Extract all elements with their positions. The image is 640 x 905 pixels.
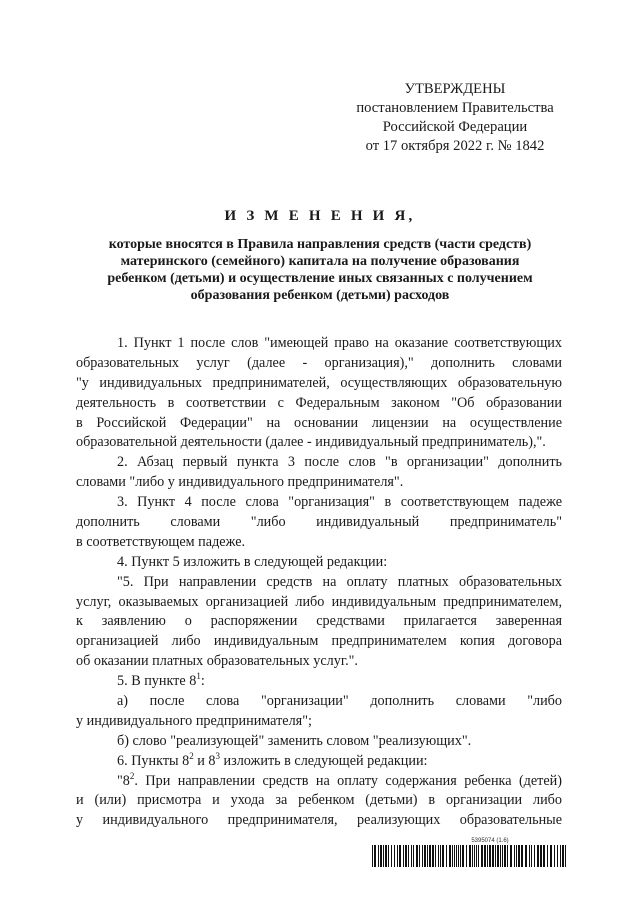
barcode-bar [469, 845, 471, 867]
barcode-bar [422, 845, 423, 867]
item-3-line: 3. Пункт 4 после слова "организация" в соответствующем падеже [117, 494, 562, 511]
approval-line: Российской Федерации [382, 119, 528, 135]
item-5-text: 5. В пункте 8 [117, 673, 197, 690]
approval-block [340, 80, 570, 156]
item-6-line [76, 752, 562, 772]
document-body [76, 334, 562, 831]
barcode-bar [432, 845, 434, 867]
barcode-bar [429, 845, 431, 867]
barcode-bar [500, 845, 501, 867]
barcode-bar [497, 845, 499, 867]
item-6-text: изложить в следующей редакции: [219, 752, 428, 769]
barcode-bar [449, 845, 451, 867]
item-4-quote-line: к заявлению о распоряжении средствами прилагается заверенная [76, 613, 562, 630]
document-subtitle [60, 236, 580, 304]
item-1-line: деятельность в соответствии с Федеральным законом "Об образовании [76, 394, 562, 411]
barcode-bar [374, 845, 376, 867]
approval-heading: УТВЕРЖДЕНЫ [404, 81, 506, 97]
barcode-bar [529, 845, 530, 867]
item-6-quote-line [76, 772, 562, 792]
barcode-bar [495, 845, 496, 867]
item-3-line: дополнить словами "либо индивидуальный предприниматель" [76, 514, 562, 531]
item-5b-line: б) слово "реализующей" заменить словом "реализующих". [117, 732, 472, 749]
barcode-bar [380, 845, 382, 867]
barcode-bar [413, 845, 414, 867]
barcode-bar [521, 845, 523, 867]
barcode-bar [531, 845, 532, 867]
barcode-bar [385, 845, 387, 867]
barcode-bar [378, 845, 379, 867]
barcode-bar [427, 845, 428, 867]
approval-date: от 17 октября 2022 г. № 1842 [365, 138, 545, 154]
barcode-bar [388, 845, 389, 867]
item-1-line: в Российской Федерации" на основании лицензии на осуществление [76, 414, 562, 431]
barcode-bar [550, 845, 552, 867]
barcode-bar [560, 845, 561, 867]
barcode-bar [454, 845, 455, 867]
barcode-bar [474, 845, 475, 867]
barcode-bar [547, 845, 548, 867]
quote-text: "8 [117, 772, 130, 789]
barcode-bar [502, 845, 503, 867]
item-1-line: образовательных услуг (далее - организация)," дополнить словами [76, 354, 562, 371]
barcode-bar [408, 845, 409, 867]
barcode-bar [487, 845, 488, 867]
barcode-block [372, 838, 568, 867]
subtitle-line: образования ребенком (детьми) расходов [190, 288, 450, 303]
barcode-bar [372, 845, 373, 867]
barcode-bar [562, 845, 564, 867]
item-1-line: образовательной деятельности (далее - индивидуальный предприниматель),". [76, 434, 546, 451]
item-4-quote-line: "5. При направлении средств на оплату платных образовательных [117, 573, 562, 590]
barcode-bar [403, 845, 404, 867]
subtitle-line: ребенком (детьми) и осуществление иных связанных с получением [107, 271, 533, 286]
item-6-text: и 8 [193, 752, 216, 769]
item-4-quote-line: об оказании платных образовательных услуг.". [76, 653, 358, 670]
barcode-bar [472, 845, 473, 867]
barcode-bar [462, 845, 464, 867]
barcode-bar [440, 845, 441, 867]
barcode-bar [543, 845, 545, 867]
item-4-quote-line: услуг, оказываемых организацией либо индивидуальным предпринимателем, [76, 593, 562, 610]
subtitle-line: которые вносятся в Правила направления средств (части средств) [108, 237, 532, 252]
barcode-bar [507, 845, 508, 867]
barcode-bar [458, 845, 459, 867]
item-6-superscript: 2 [189, 750, 194, 761]
item-3-line: в соответствующем падеже. [76, 533, 246, 550]
item-6-superscript: 3 [215, 750, 220, 761]
barcode-bar [476, 845, 477, 867]
barcode-bar [518, 845, 520, 867]
barcode-bar [525, 845, 527, 867]
item-5-superscript: 1 [196, 671, 201, 682]
item-4-quote-line: организацией либо индивидуальным предпринимателем копия договора [76, 633, 562, 650]
item-5a-line: у индивидуального предпринимателя"; [76, 712, 312, 729]
barcode-bar [452, 845, 453, 867]
barcode [372, 845, 568, 867]
barcode-bar [492, 845, 494, 867]
barcode-bar [534, 845, 535, 867]
item-2-line: словами "либо у индивидуального предпринимателя". [76, 474, 404, 491]
barcode-bar [460, 845, 461, 867]
barcode-bar [405, 845, 407, 867]
barcode-bar [416, 845, 418, 867]
barcode-bar [510, 845, 512, 867]
barcode-bar [435, 845, 436, 867]
barcode-bar [466, 845, 467, 867]
quote-superscript: 2 [129, 770, 135, 781]
subtitle-line: материнского (семейного) капитала на получение образования [120, 254, 520, 269]
barcode-bar [456, 845, 457, 867]
barcode-bar [419, 845, 420, 867]
barcode-number: 5395074 (1.6) [471, 838, 509, 844]
barcode-bar [391, 845, 392, 867]
item-5-line [76, 672, 562, 692]
item-2-line: 2. Абзац первый пункта 3 после слов "в организации" дополнить [117, 454, 562, 471]
barcode-bar [557, 845, 558, 867]
barcode-bar [537, 845, 539, 867]
item-5a-line: а) после слова "организации" дополнить словами "либо [117, 693, 562, 710]
barcode-bar [489, 845, 491, 867]
item-6-text: 6. Пункты 8 [117, 752, 190, 769]
barcode-bar [514, 845, 515, 867]
barcode-bar [504, 845, 506, 867]
barcode-bar [554, 845, 555, 867]
barcode-bar [446, 845, 447, 867]
item-6-quote-line: у индивидуального предпринимателя, реализующих образовательные [76, 812, 562, 829]
item-6-quote-line: и (или) присмотра и ухода за ребенком (детьми) в организации либо [76, 792, 562, 809]
barcode-bar [481, 845, 483, 867]
barcode-bar [383, 845, 384, 867]
barcode-bar [516, 845, 517, 867]
barcode-bar [394, 845, 395, 867]
barcode-bar [540, 845, 542, 867]
barcode-bar [565, 845, 566, 867]
barcode-bar [478, 845, 479, 867]
approval-line: постановлением Правительства [356, 100, 554, 116]
barcode-bar [484, 845, 486, 867]
item-1-line: "у индивидуальных предпринимателей, осуществляющих образовательную [76, 374, 562, 391]
barcode-bar [399, 845, 401, 867]
document-title: И З М Е Н Е Н И Я, [224, 208, 416, 224]
barcode-bar [438, 845, 439, 867]
barcode-bar [397, 845, 398, 867]
barcode-bar [442, 845, 444, 867]
barcode-bar [424, 845, 426, 867]
item-5-colon: : [200, 673, 205, 690]
item-1-line: 1. Пункт 1 после слов "имеющей право на оказание соответствующих [117, 335, 562, 351]
quote-text: . При направлении средств на оплату содержания ребенка (детей) [134, 772, 562, 789]
item-4-line: 4. Пункт 5 изложить в следующей редакции: [117, 553, 388, 570]
barcode-bar [411, 845, 412, 867]
